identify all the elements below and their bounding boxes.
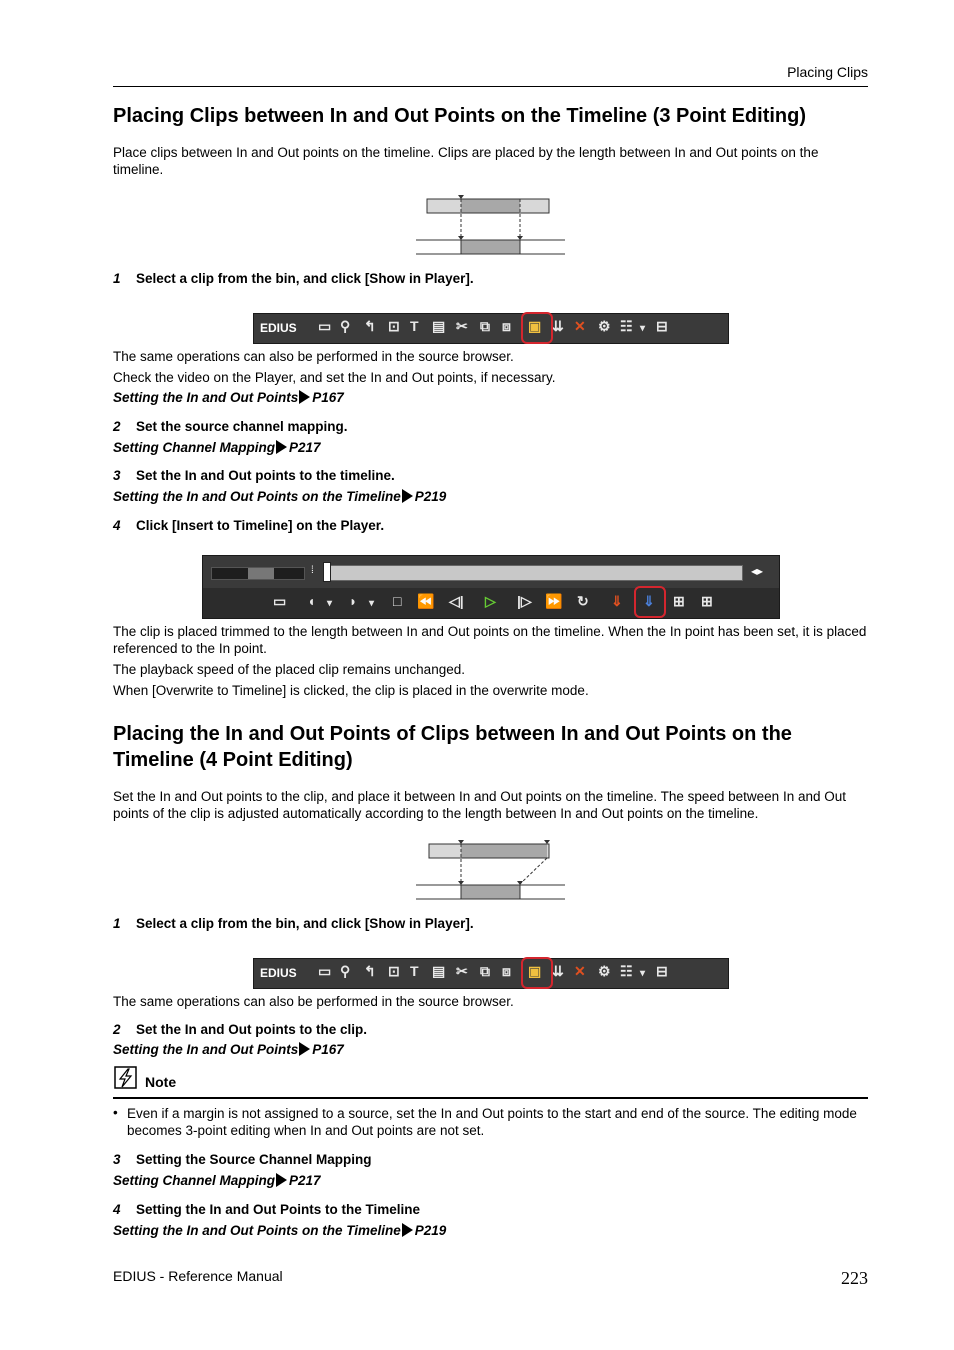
s1-step3-ref[interactable]: Setting the In and Out Points on the Timeline P219 bbox=[113, 489, 447, 504]
paste-icon[interactable]: ⧈ bbox=[502, 318, 511, 334]
section2-intro: Set the In and Out points to the clip, and place it between In and Out points on the timeline. The speed between In and Out points of the clip is adjusted automatically according to the length between In and Out points on the timeline. bbox=[113, 789, 846, 821]
show-in-player-icon[interactable]: ▣ bbox=[528, 318, 542, 334]
add-to-timeline-icon[interactable]: ⇊ bbox=[552, 963, 564, 979]
folder-icon[interactable]: ▭ bbox=[318, 963, 332, 979]
s2-step-4: 4 Setting the In and Out Points to the Timeline bbox=[113, 1202, 421, 1217]
link-arrow-icon bbox=[276, 440, 287, 454]
step-back-icon[interactable]: ◁| bbox=[449, 593, 464, 609]
chevron-down-icon[interactable]: ▾ bbox=[640, 968, 646, 979]
play-icon[interactable]: ▷ bbox=[485, 593, 496, 609]
running-header: Placing Clips bbox=[787, 64, 868, 80]
s1-step-4: 4 Click [Insert to Timeline] on the Player. bbox=[113, 518, 385, 533]
show-in-player-highlight bbox=[521, 312, 553, 344]
add-clip-icon[interactable]: ⊡ bbox=[388, 318, 400, 334]
stop-icon[interactable]: □ bbox=[393, 593, 402, 609]
show-in-player-icon[interactable]: ▣ bbox=[528, 963, 542, 979]
bin-window-icon[interactable]: ⊟ bbox=[656, 318, 668, 334]
view-icon[interactable]: ☷ bbox=[620, 318, 633, 334]
link-arrow-icon bbox=[299, 390, 310, 404]
insert-to-timeline-highlight bbox=[634, 586, 666, 618]
s2-step-2: 2 Set the In and Out points to the clip. bbox=[113, 1022, 367, 1037]
s1-step-3: 3 Set the In and Out points to the timeline. bbox=[113, 468, 395, 483]
color-bar-icon[interactable]: ▤ bbox=[432, 318, 446, 334]
chevron-down-icon[interactable]: ▾ bbox=[640, 323, 646, 334]
add-clip-icon[interactable]: ⊡ bbox=[388, 963, 400, 979]
s1-step-1: 1 Select a clip from the bin, and click [Show in Player]. bbox=[113, 271, 474, 286]
color-bar-icon[interactable]: ▤ bbox=[432, 963, 446, 979]
playhead-handle[interactable] bbox=[323, 562, 331, 582]
note-bullet-text: Even if a margin is not assigned to a source, set the In and Out points to the start and end of the source. The editing mode becomes 3-point editing when In and Out points are not set. bbox=[127, 1106, 857, 1138]
capture-icon[interactable]: ▭ bbox=[273, 593, 287, 609]
bin-window-icon[interactable]: ⊟ bbox=[656, 963, 668, 979]
rewind-icon[interactable]: ⏪ bbox=[417, 593, 435, 609]
note-icon bbox=[114, 1066, 138, 1090]
shuttle-bar[interactable] bbox=[211, 567, 305, 580]
s1-step1-note-2: Check the video on the Player, and set the In and Out points, if necessary. bbox=[113, 370, 556, 385]
section-title-3-point: Placing Clips between In and Out Points on the Timeline (3 Point Editing) bbox=[113, 105, 807, 127]
edius-logo: EDIUS bbox=[260, 966, 297, 980]
marker-icon[interactable]: ⁞ bbox=[311, 565, 314, 576]
note-label: Note bbox=[145, 1074, 177, 1090]
paste-icon[interactable]: ⧈ bbox=[502, 963, 511, 979]
s1-step4-note-1: The clip is placed trimmed to the length between In and Out points on the timeline. When the In point has been set, it is placed referenced to the In point. bbox=[113, 624, 867, 656]
link-arrow-icon bbox=[276, 1173, 287, 1187]
loop-icon[interactable]: ↻ bbox=[577, 593, 589, 609]
view-icon[interactable]: ☷ bbox=[620, 963, 633, 979]
title-icon[interactable]: T bbox=[410, 963, 419, 979]
section-title-4-point: Placing the In and Out Points of Clips between In and Out Points on the Timeline (4 Point Editing) bbox=[113, 723, 792, 771]
edius-logo: EDIUS bbox=[260, 321, 297, 335]
footer-title: EDIUS - Reference Manual bbox=[113, 1268, 283, 1284]
show-in-player-highlight-2 bbox=[521, 957, 553, 989]
s1-step4-note-2: The playback speed of the placed clip remains unchanged. bbox=[113, 662, 465, 677]
set-in-icon[interactable]: ◖ bbox=[307, 593, 316, 609]
s1-step1-note-1: The same operations can also be performed in the source browser. bbox=[113, 349, 514, 364]
audio-icon[interactable]: ◂▸ bbox=[751, 564, 764, 578]
title-icon[interactable]: T bbox=[410, 318, 419, 334]
cut-icon[interactable]: ✂ bbox=[456, 318, 468, 334]
delete-icon[interactable]: ✕ bbox=[574, 963, 586, 979]
s2-step3-ref[interactable]: Setting Channel Mapping P217 bbox=[113, 1173, 321, 1188]
step-forward-icon[interactable]: |▷ bbox=[517, 593, 532, 609]
note-rule bbox=[113, 1097, 868, 1099]
page-number: 223 bbox=[841, 1268, 868, 1288]
out-chevron-icon[interactable]: ▾ bbox=[369, 598, 375, 609]
properties-icon[interactable]: ⚙ bbox=[598, 318, 611, 334]
copy-icon[interactable]: ⧉ bbox=[480, 963, 490, 979]
insert-to-timeline-icon[interactable]: ⇓ bbox=[611, 593, 623, 609]
s2-step2-ref[interactable]: Setting the In and Out Points P167 bbox=[113, 1042, 344, 1057]
s1-step-2: 2 Set the source channel mapping. bbox=[113, 419, 348, 434]
position-bar[interactable] bbox=[323, 565, 743, 581]
link-arrow-icon bbox=[299, 1042, 310, 1056]
s2-step1-note: The same operations can also be performed in the source browser. bbox=[113, 994, 514, 1009]
cut-icon[interactable]: ✂ bbox=[456, 963, 468, 979]
up-folder-icon[interactable]: ↰ bbox=[364, 318, 376, 334]
s2-step-1: 1 Select a clip from the bin, and click [Show in Player]. bbox=[113, 916, 474, 931]
player-controls bbox=[202, 555, 780, 619]
shuttle-handle[interactable] bbox=[248, 568, 274, 579]
properties-icon[interactable]: ⚙ bbox=[598, 963, 611, 979]
bin-toolbar bbox=[253, 313, 729, 344]
fast-forward-icon[interactable]: ⏩ bbox=[545, 593, 563, 609]
s1-step4-note-3: When [Overwrite to Timeline] is clicked, the clip is placed in the overwrite mode. bbox=[113, 683, 589, 698]
three-point-icon[interactable]: ⊞ bbox=[673, 593, 685, 609]
four-point-icon[interactable]: ⊞ bbox=[701, 593, 713, 609]
bullet-dot: • bbox=[113, 1105, 118, 1120]
up-folder-icon[interactable]: ↰ bbox=[364, 963, 376, 979]
header-rule bbox=[113, 86, 868, 87]
s2-step4-ref[interactable]: Setting the In and Out Points on the Timeline P219 bbox=[113, 1223, 447, 1238]
search-icon[interactable]: ⚲ bbox=[340, 963, 351, 979]
s2-step-3: 3 Setting the Source Channel Mapping bbox=[113, 1152, 372, 1167]
folder-icon[interactable]: ▭ bbox=[318, 318, 332, 334]
add-to-timeline-icon[interactable]: ⇊ bbox=[552, 318, 564, 334]
set-out-icon[interactable]: ◗ bbox=[349, 593, 358, 609]
bin-toolbar-2 bbox=[253, 958, 729, 989]
search-icon[interactable]: ⚲ bbox=[340, 318, 351, 334]
overwrite-to-timeline-icon[interactable]: ⇓ bbox=[643, 593, 655, 609]
s1-step1-ref[interactable]: Setting the In and Out Points P167 bbox=[113, 390, 344, 405]
diagram-4-point-editing bbox=[415, 838, 567, 902]
diagram-3-point-editing bbox=[415, 193, 567, 257]
link-arrow-icon bbox=[402, 489, 413, 503]
copy-icon[interactable]: ⧉ bbox=[480, 318, 490, 334]
link-arrow-icon bbox=[402, 1223, 413, 1237]
s1-step2-ref[interactable]: Setting Channel Mapping P217 bbox=[113, 440, 321, 455]
delete-icon[interactable]: ✕ bbox=[574, 318, 586, 334]
section1-intro: Place clips between In and Out points on the timeline. Clips are placed by the length between In and Out points on the timeline. bbox=[113, 145, 819, 177]
in-chevron-icon[interactable]: ▾ bbox=[327, 598, 333, 609]
